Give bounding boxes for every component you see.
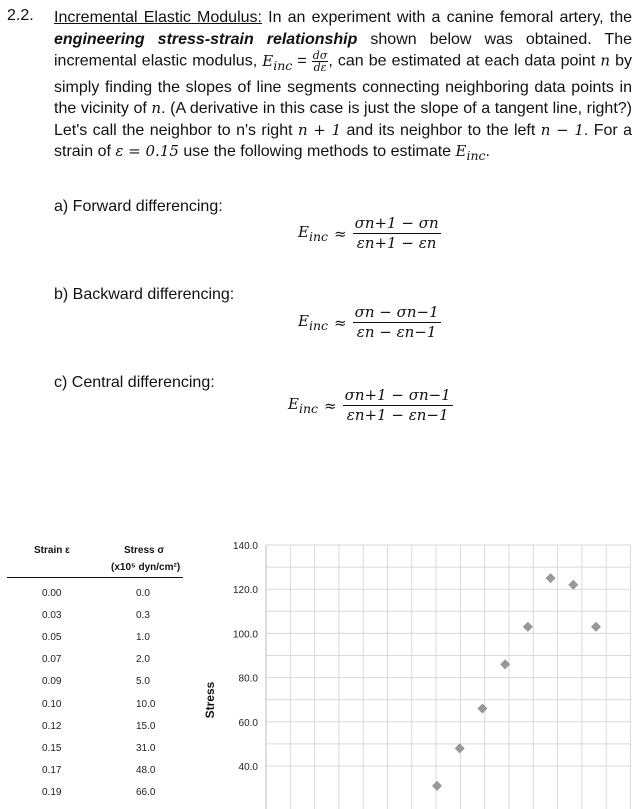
intro-text: In an experiment with a canine femoral artery, the	[261, 9, 633, 26]
stress-column-header: Stress σ	[124, 545, 165, 556]
data-point	[569, 580, 578, 589]
table-cell-strain: 0.09	[42, 676, 62, 688]
problem-statement: Incremental Elastic Modulus: In an experiment with a canine femoral artery, the engineering stress-strain relationship shown below was obtained. The incremental elastic modulus, $E_{inc}$ = $\frac{d\sigma}{d\varepsilon}$ , can be estimated at each data point n by simply finding the slopes of line segments connecting neighboring data points in the vicinity of n. (A derivative in this case is just the slope of a tangent line, right?) Let's call the neighbor to n's right n + 1 and its neighbor to the left n − 1. For a strain of ε = 0.15 use the following methods to estimate $E_{inc}$.	[54, 9, 633, 164]
table-cell-stress: 1.0	[136, 632, 150, 644]
table-cell-strain: 0.19	[42, 786, 62, 798]
equation-central: $E_{inc}$ ≈ $\frac{\sigma n+1 - \sigma n-1}{\varepsilon n+1 - \varepsilon n-1}$	[288, 386, 451, 424]
derivative-fraction: $\frac{d\sigma}{d\varepsilon}$	[312, 49, 328, 75]
table-cell-strain: 0.03	[42, 610, 62, 622]
after-frac-text: , can be estimated at each data point	[328, 52, 601, 70]
data-point	[478, 704, 487, 713]
equation-forward: $E_{inc}$ ≈ $\frac{\sigma n+1 - \sigma n}{\varepsilon n+1 - \varepsilon n}$	[298, 214, 439, 252]
method-central-label: c) Central differencing:	[54, 374, 215, 391]
for-strain-text: . For a strain of	[54, 121, 633, 161]
problem-title: Incremental Elastic Modulus:	[54, 9, 262, 26]
equation-backward: $E_{inc}$ ≈ $\frac{\sigma n - \sigma n-1}{\varepsilon n - \varepsilon n-1}$	[298, 303, 439, 341]
derivative-note: . (A derivative in this case is just the slope of a tangent line, right?) Let's call the neighbor to n's right	[54, 100, 632, 139]
table-cell-stress: 10.0	[136, 698, 156, 710]
table-cell-stress: 66.0	[136, 786, 156, 798]
table-cell-stress: 0.0	[136, 588, 150, 599]
equals-sign: =	[292, 52, 312, 70]
after-emph-text: shown below was obtained. The incremental elastic modulus,	[54, 30, 633, 70]
n-minus-one: n − 1	[540, 120, 584, 139]
data-point	[523, 622, 532, 631]
table-cell-stress: 5.0	[136, 676, 150, 688]
n-symbol-2: n	[151, 99, 162, 118]
method-backward-label: b) Backward differencing:	[54, 286, 235, 303]
emphasized-phrase: engineering stress-strain relationship	[54, 30, 358, 48]
y-tick-label: 140.0	[232, 541, 258, 552]
table-cell-strain: 0.12	[42, 720, 62, 732]
y-axis-label: Stress	[203, 681, 217, 719]
method-forward-label: a) Forward differencing:	[54, 198, 223, 215]
table-cell-stress: 2.0	[136, 654, 150, 666]
table-cell-stress: 15.0	[136, 720, 156, 732]
table-cell-stress: 48.0	[136, 764, 156, 776]
by-text: by simply finding the slopes of line segments connecting neighboring data points in the vicinity of	[54, 52, 633, 118]
y-tick-label: 80.0	[238, 673, 258, 685]
data-point	[501, 660, 510, 669]
data-point	[433, 781, 442, 790]
table-cell-stress: 0.3	[136, 610, 150, 622]
table-cell-stress: 31.0	[136, 742, 156, 754]
table-cell-strain: 0.07	[42, 654, 62, 666]
n-symbol: n	[600, 51, 611, 70]
table-cell-strain: 0.17	[42, 764, 62, 776]
table-cell-strain: 0.10	[42, 698, 62, 710]
strain-column-header: Strain ε	[34, 545, 70, 556]
use-methods-text: use the following methods to estimate	[178, 143, 456, 161]
stress-unit-header: (x10⁵ dyn/cm²)	[111, 562, 181, 573]
table-cell-strain: 0.15	[42, 742, 62, 754]
strain-value: ε = 0.15	[115, 142, 179, 161]
problem-number: 2.2.	[7, 7, 34, 24]
data-point	[455, 744, 464, 753]
y-tick-label: 120.0	[232, 585, 258, 597]
data-point	[592, 622, 601, 631]
table-cell-strain: 0.00	[42, 588, 62, 599]
data-point	[546, 574, 555, 583]
e-inc-symbol-2: $E_{inc}$	[455, 142, 486, 164]
y-tick-label: 60.0	[238, 717, 258, 729]
n-plus-one: n + 1	[297, 120, 342, 139]
e-inc-symbol: $E_{inc}$	[262, 51, 293, 73]
y-tick-label: 40.0	[238, 762, 258, 773]
table-cell-strain: 0.05	[42, 632, 62, 644]
and-left-text: and its neighbor to the left	[341, 121, 541, 139]
y-tick-label: 100.0	[232, 629, 258, 641]
